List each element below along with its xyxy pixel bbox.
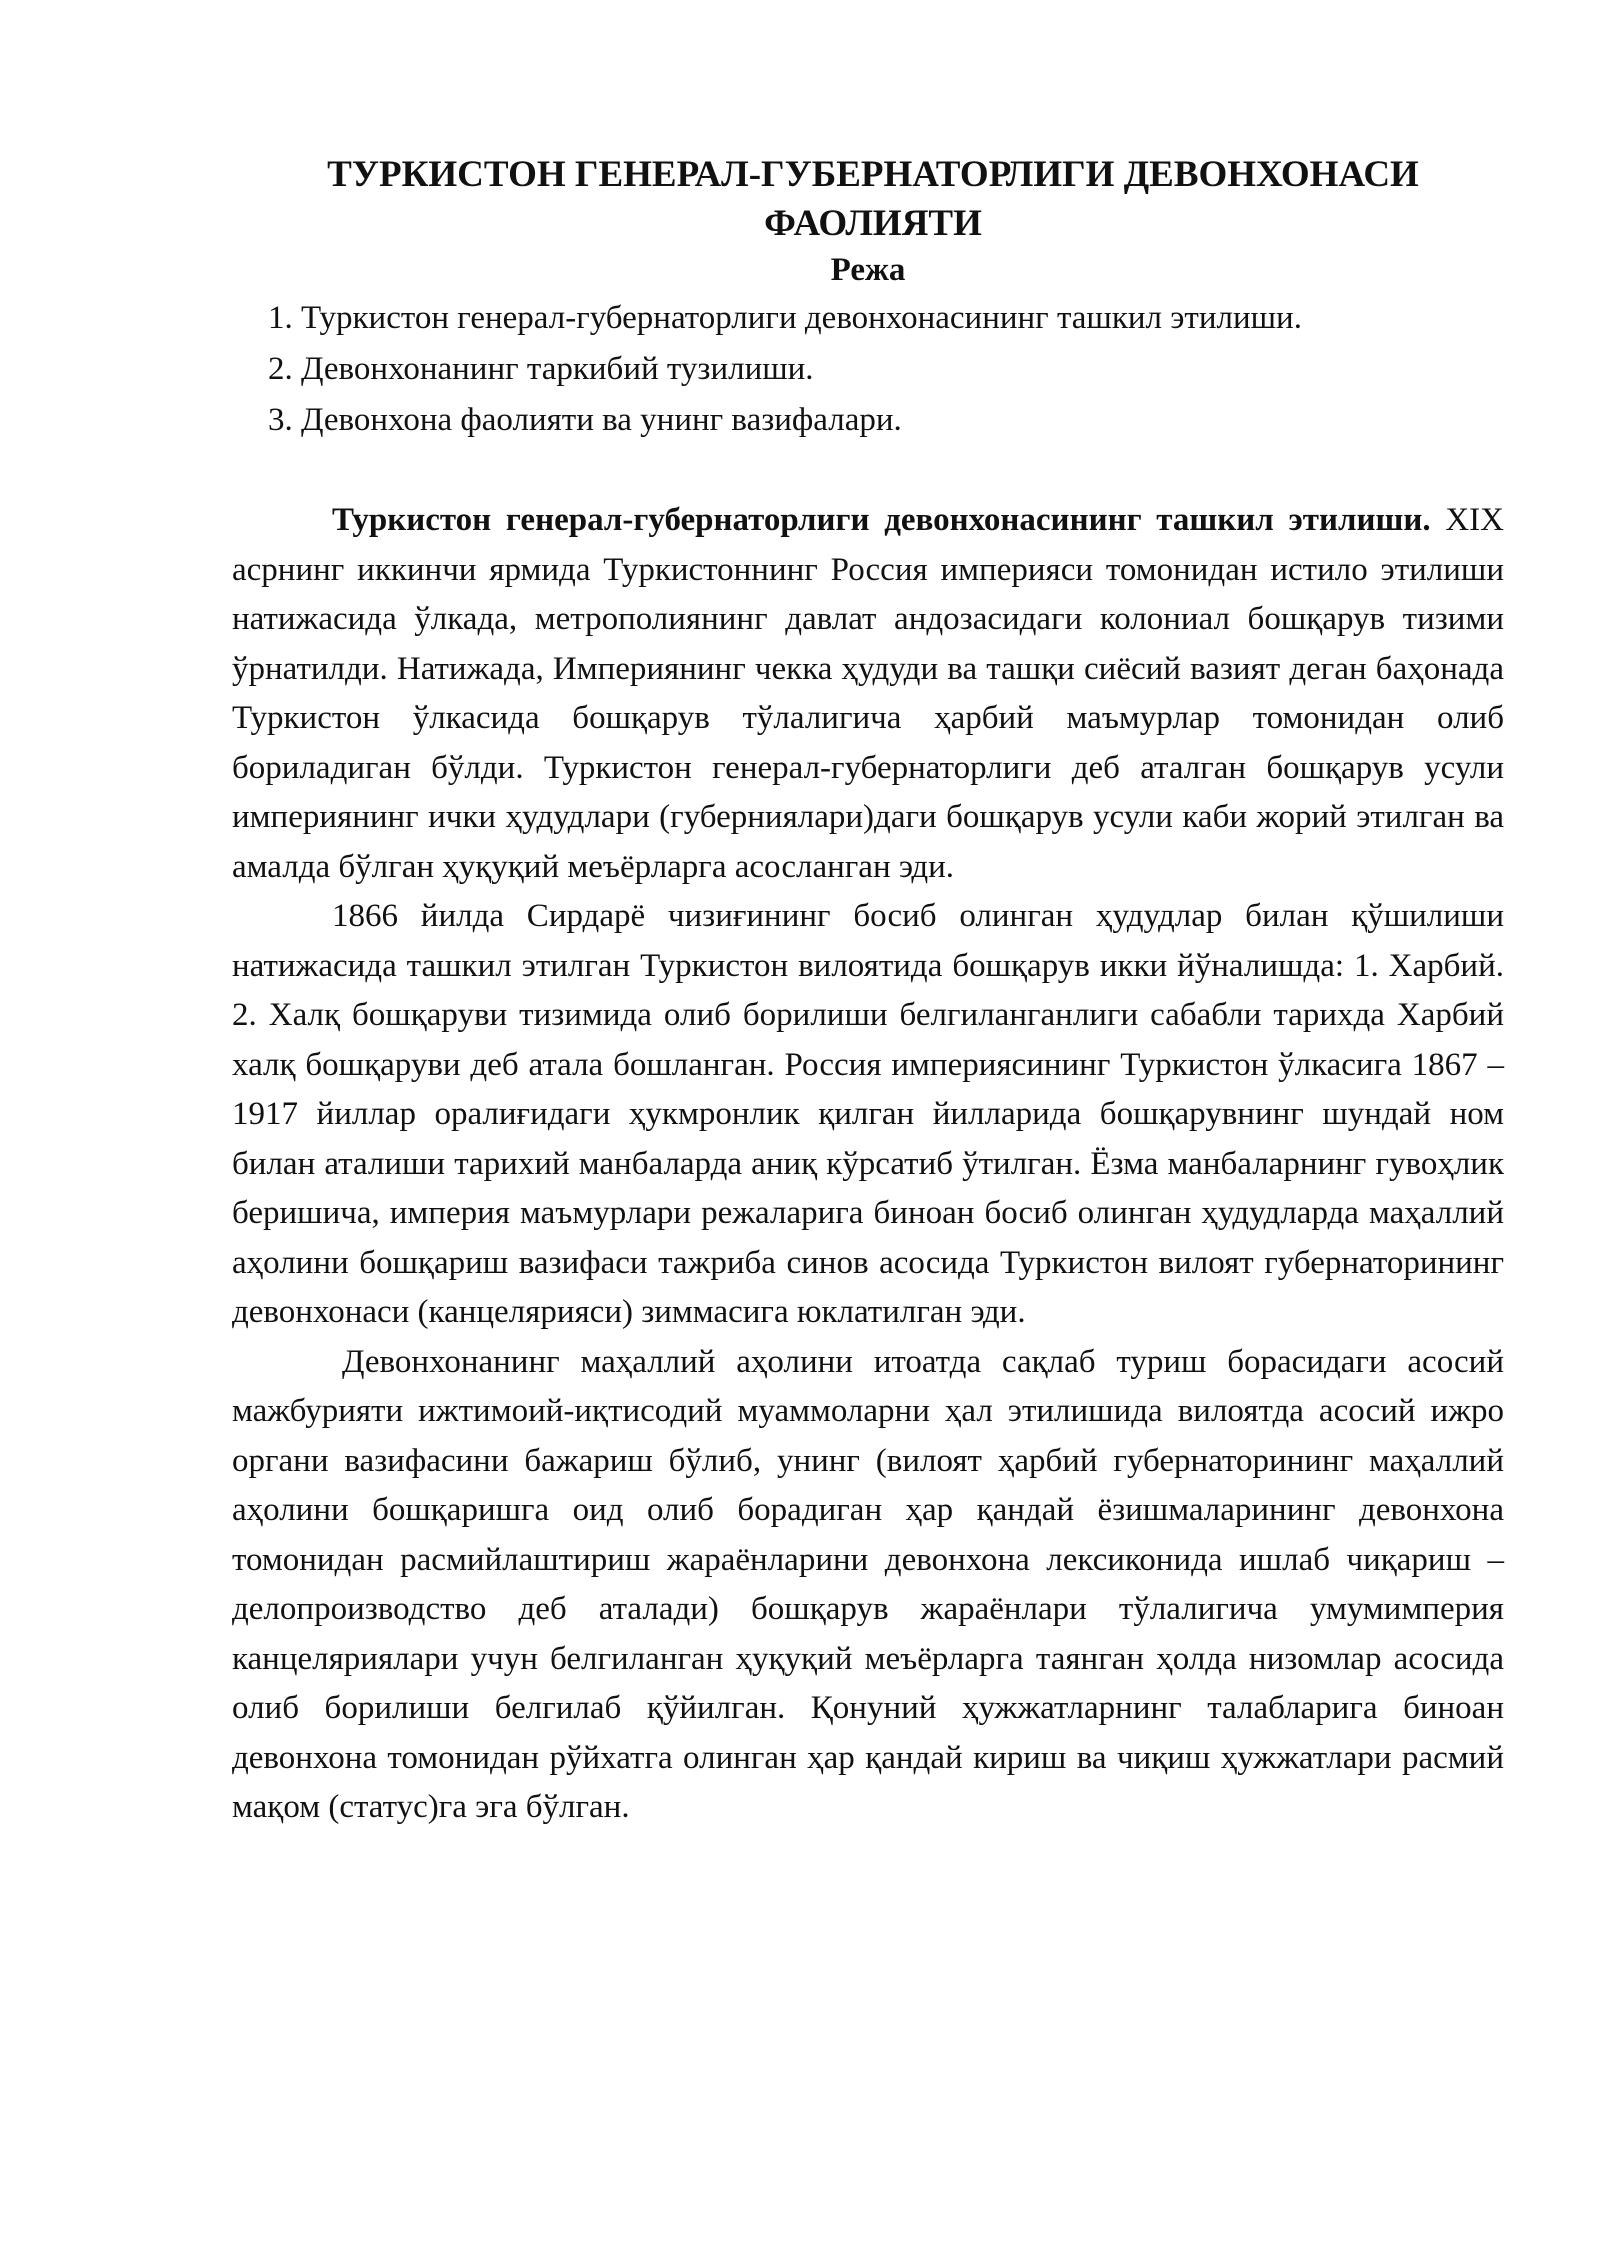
plan-item: 2. Девонхонанинг таркибий тузилиши. xyxy=(268,351,814,387)
body-paragraph xyxy=(232,496,1504,892)
plan-item: 1. Туркистон генерал-губернаторлиги девонхонасининг ташкил этилиши. xyxy=(268,300,1302,336)
spacer xyxy=(232,446,1504,496)
body-paragraph: 1866 йилда Сирдарё чизиғининг босиб олинган ҳудудлар билан қўшилиши натижасида ташкил этилган Туркистон вилоятида бошқарув икки йўналишда: 1. Харбий. 2. Халқ бошқаруви тизимида олиб борилиши белгиланганлиги сабабли тарихда Харбий халқ бошқаруви деб атала бошланган. Россия империясининг Туркистон ўлкасига 1867 – 1917 йиллар оралиғидаги ҳукмронлик қилган йилларида бошқарувнинг шундай ном билан аталиши тарихий манбаларда аниқ кўрсатиб ўтилган. Ёзма манбаларнинг гувоҳлик беришича, империя маъмурлари режаларига биноан босиб олинган ҳудудларда маҳаллий аҳолини бошқариш вазифаси тажриба синов асосида Туркистон вилоят губернаторининг девонхонаси (канцелярияси) зиммасига юклатилган эди. xyxy=(232,898,1504,1330)
body-paragraph: Девонхонанинг маҳаллий аҳолини итоатда сақлаб туриш борасидаги асосий мажбурияти ижтимоий-иқтисодий муаммоларни ҳал этилишида вилоятда асосий ижро органи вазифасини бажариш бўлиб, унинг (вилоят ҳарбий губернаторининг маҳаллий аҳолини бошқаришга оид олиб борадиган ҳар қандай ёзишмаларининг девонхона томонидан расмийлаштириш жараёнларини девонхона лексиконида ишлаб чиқариш – делопроизводство деб аталади) бошқарув жараёнлари тўлалигича умумимперия канцеляриялари учун белгиланган ҳуқуқий меъёрларга таянган ҳолда низомлар асосида олиб борилиши белгилаб қўйилган. Қонуний ҳужжатларнинг талабларига биноан девонхона томонидан рўйхатга олинган ҳар қандай кириш ва чиқиш ҳужжатлари расмий мақом (статус)га эга бўлган. xyxy=(232,1343,1504,1825)
document-title: ТУРКИСТОН ГЕНЕРАЛ-ГУБЕРНАТОРЛИГИ ДЕВОНХОНАСИ ФАОЛИЯТИ xyxy=(327,154,1419,244)
plan-heading: Режа xyxy=(830,252,906,288)
plan-list xyxy=(232,293,1504,446)
section-heading: Туркистон генерал-губернаторлиги девонхонасининг ташкил этилиши. xyxy=(332,502,1431,538)
paragraph-text: XIX асрнинг иккинчи ярмида Туркистоннинг Россия империяси томонидан истило этилиши натижасида ўлкада, метрополиянинг давлат андозасидаги колониал бошқарув тизими ўрнатилди. Натижада, Империянинг чекка ҳудуди ва ташқи сиёсий вазият деган баҳонада Туркистон ўлкасида бошқарув тўлалигича ҳарбий маъмурлар томонидан олиб бориладиган бўлди. Туркистон генерал-губернаторлиги деб аталган бошқарув усули империянинг ички ҳудудлари (губерниялари)даги бошқарув усули каби жорий этилган ва амалда бўлган ҳуқуқий меъёрларга асосланган эди. xyxy=(232,502,1504,885)
plan-item: 3. Девонхона фаолияти ва унинг вазифалари. xyxy=(268,402,902,438)
